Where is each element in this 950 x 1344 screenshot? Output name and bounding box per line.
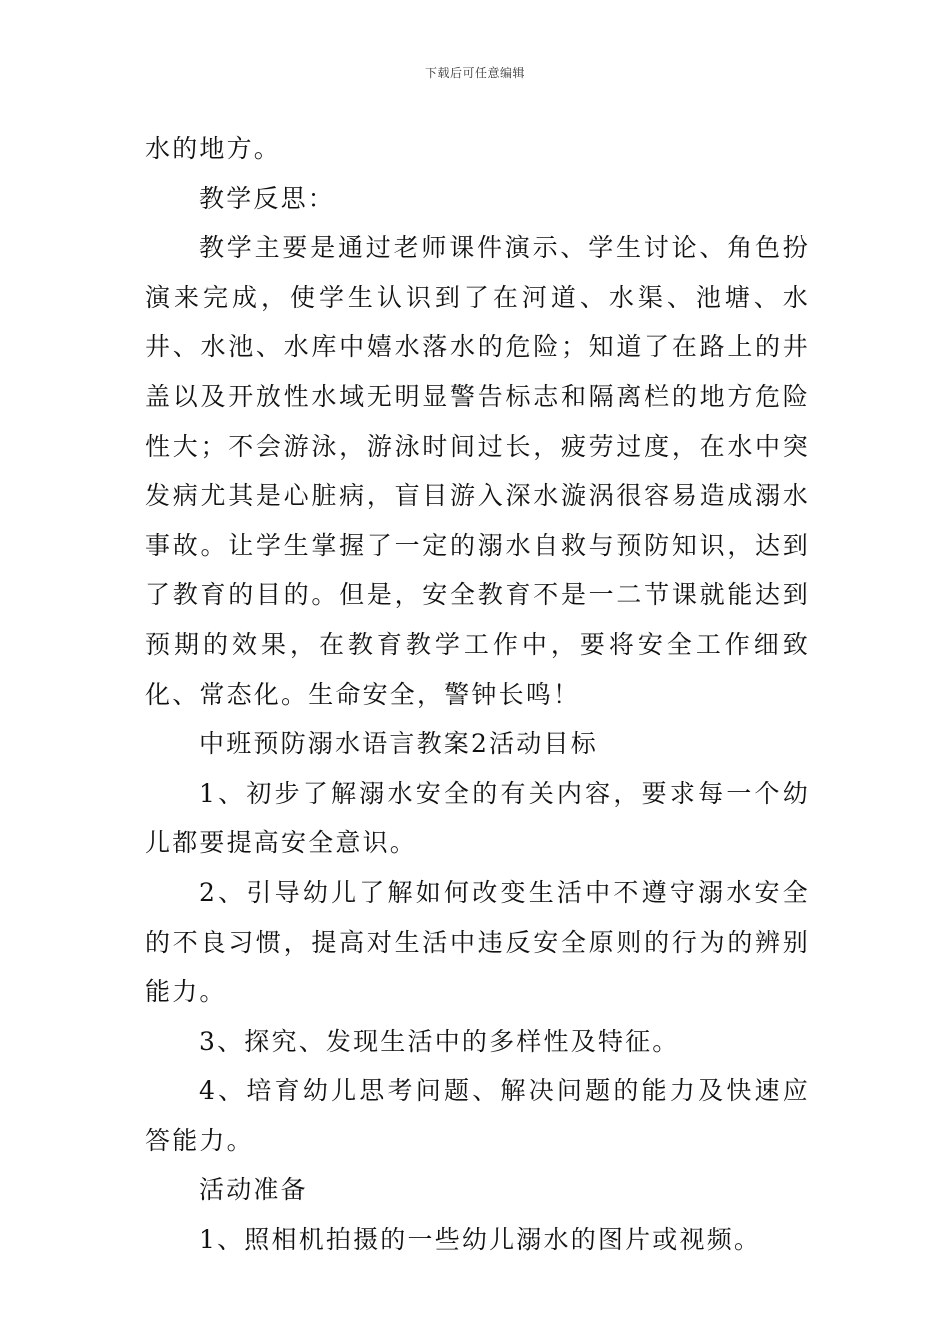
goal-item-1: 1、初步了解溺水安全的有关内容，要求每一个幼儿都要提高安全意识。: [145, 778, 810, 858]
goal-item-4: 4、培育幼儿思考问题、解决问题的能力及快速应答能力。: [145, 1076, 810, 1155]
heading-lesson-plan-2-goals: 中班预防溺水语言教案2活动目标: [199, 729, 598, 759]
heading-teaching-reflection: 教学反思：: [199, 183, 336, 213]
paragraph-reflection: 教学主要是通过老师课件演示、学生讨论、角色扮演来完成，使学生认识到了在河道、水渠、池塘、水井、水池、水库中嬉水落水的危险；知道了在路上的井盖以及开放性水域无明显警告标志和隔离栏的地方危险性大；不会游泳，游泳时间过长，疲劳过度，在水中突发病尤其是心脏病，盲目游入深水漩涡很容易造成溺水事故。让学生掌握了一定的溺水自救与预防知识，达到了教育的目的。但是，安全教育不是一二节课就能达到预期的效果，在教育教学工作中，要将安全工作细致化、常态化。生命安全，警钟长鸣！: [145, 233, 810, 709]
goal-item-3: 3、探究、发现生活中的多样性及特征。: [199, 1026, 680, 1056]
heading-activity-preparation: 活动准备: [199, 1175, 308, 1205]
document-body: [145, 124, 810, 1265]
paragraph-continuation: 水的地方。: [145, 134, 282, 163]
page-header: 下载后可任意编辑: [424, 66, 525, 80]
preparation-item-1: 1、照相机拍摄的一些幼儿溺水的图片或视频。: [199, 1225, 762, 1255]
goal-item-2: 2、引导幼儿了解如何改变生活中不遵守溺水安全的不良习惯，提高对生活中违反安全原则的行为的辨别能力。: [145, 877, 810, 1007]
